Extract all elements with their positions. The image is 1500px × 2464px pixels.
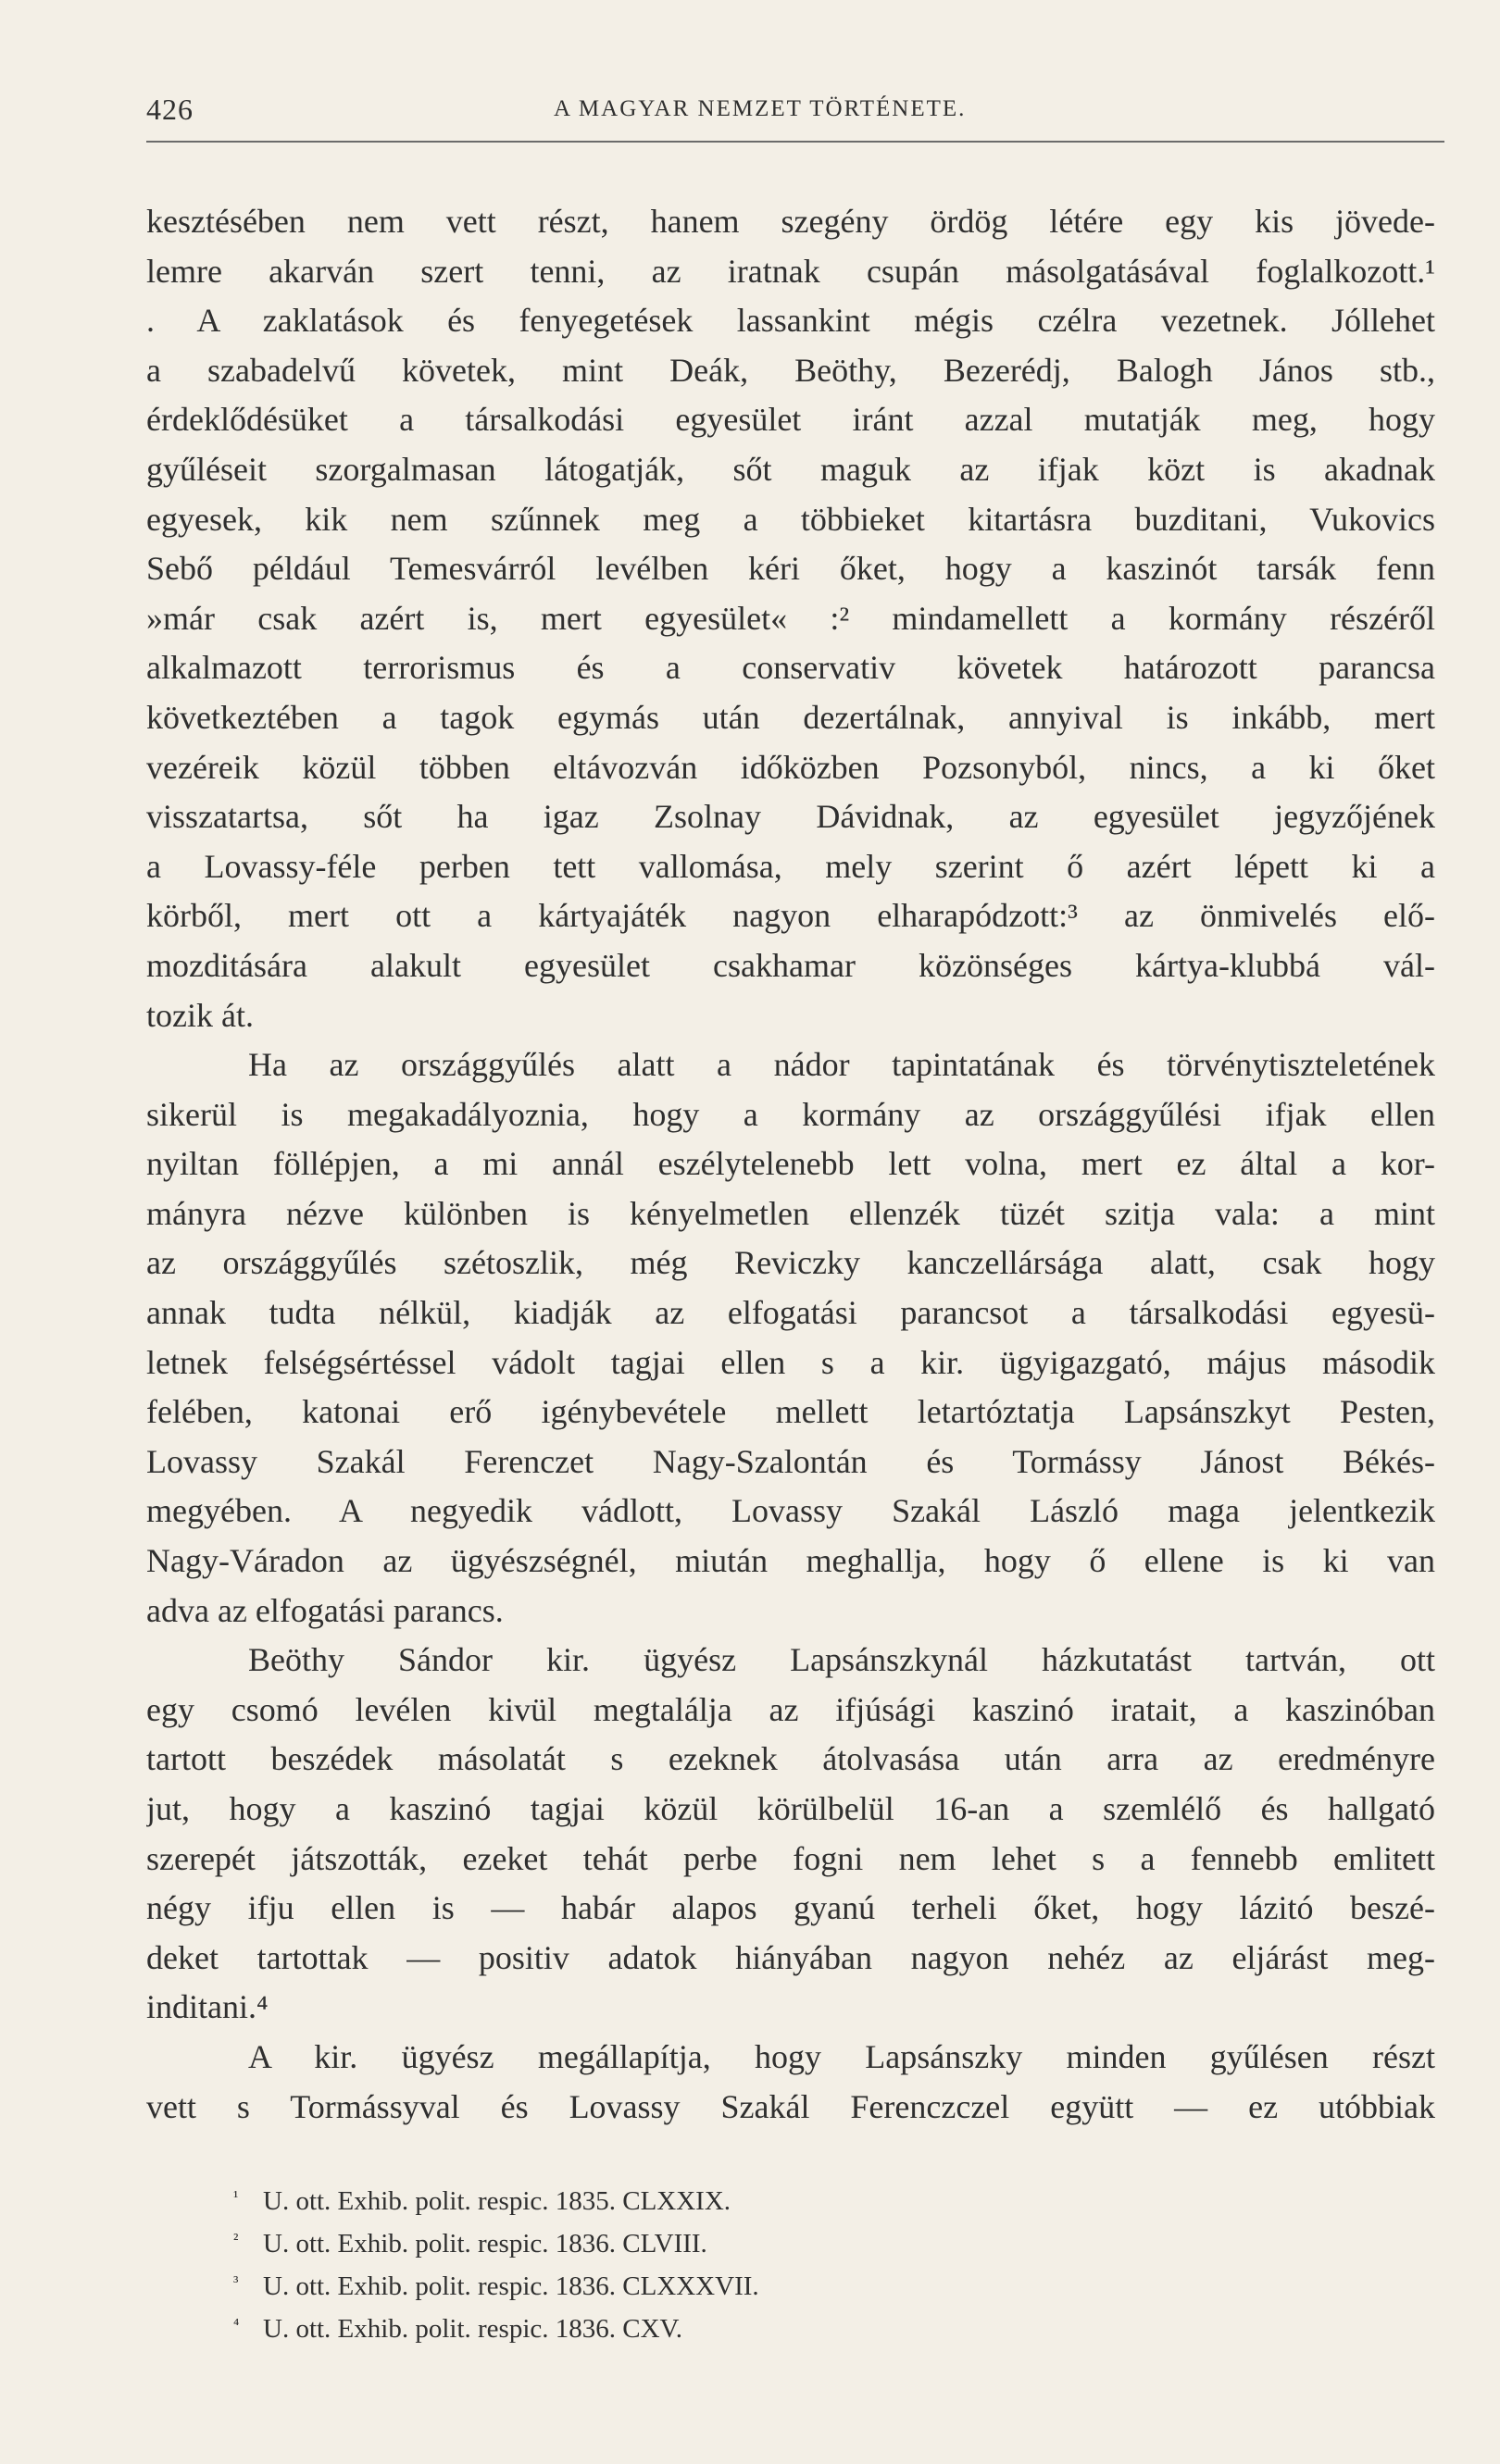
text-line: deket tartottak — positiv adatok hiányában nagyon nehéz az eljárást meg-: [146, 1938, 1435, 1976]
text-line: inditani.⁴: [146, 1988, 269, 2026]
text-line: »már csak azért is, mert egyesület« :² mindamellett a kormány részéről: [146, 599, 1435, 637]
text-line: visszatartsa, sőt ha igaz Zsolnay Dávidnak, az egyesület jegyzőjének: [146, 798, 1435, 836]
text-line: Sebő például Temesvárról levélben kéri őket, hogy a kaszinót tarsák fenn: [146, 550, 1435, 588]
text-line: következtében a tagok egymás után dezertálnak, annyival is inkább, mert: [146, 698, 1435, 736]
text-line: mozditására alakult egyesület csakhamar közönséges kártya-klubbá vál-: [146, 946, 1435, 984]
text-line: Lovassy Szakál Ferenczet Nagy-Szalontán és Tormássy Jánost Békés-: [146, 1442, 1435, 1480]
footnotes: [233, 2175, 1067, 2346]
text-line: Ha az országgyűlés alatt a nádor tapintatának és törvénytiszteletének: [248, 1046, 1435, 1084]
text-line: jut, hogy a kaszinó tagjai közül körülbelül 16-an a szemlélő és hallgató: [146, 1790, 1435, 1827]
text-line: . A zaklatások és fenyegetések lassankint mégis czélra vezetnek. Jóllehet: [146, 302, 1435, 340]
footnote: [233, 2175, 1067, 2218]
text-line: lemre akarván szert tenni, az iratnak csupán másolgatásával foglalkozott.¹: [146, 252, 1435, 290]
footnote-mark: ³: [233, 2272, 239, 2291]
footnote-text: U. ott. Exhib. polit. respic. 1836. CLXXXVII.: [263, 2271, 759, 2301]
footnote-text: U. ott. Exhib. polit. respic. 1836. CXV.: [263, 2314, 682, 2344]
header-rule: [146, 141, 1444, 143]
text-line: vezéreik közül többen eltávozván időközben Pozsonyból, nincs, a ki őket: [146, 748, 1435, 786]
footnote: [233, 2303, 1067, 2346]
footnote-mark: ²: [233, 2230, 239, 2248]
text-line: Nagy-Váradon az ügyészségnél, miután meghallja, hogy ő ellene is ki van: [146, 1542, 1435, 1580]
text-line: a Lovassy-féle perben tett vallomása, mely szerint ő azért lépett ki a: [146, 847, 1435, 885]
text-line: szerepét játszották, ezeket tehát perbe fogni nem lehet s a fennebb emlitett: [146, 1839, 1435, 1877]
text-line: annak tudta nélkül, kiadják az elfogatási parancsot a társalkodási egyesü-: [146, 1294, 1435, 1332]
text-line: kesztésében nem vett részt, hanem szegény ördög létére egy kis jövede-: [146, 203, 1435, 240]
text-line: alkalmazott terrorismus és a conservativ követek határozott parancsa: [146, 649, 1435, 687]
text-line: sikerül is megakadályoznia, hogy a kormány az országgyűlési ifjak ellen: [146, 1095, 1435, 1133]
running-head: [146, 93, 1443, 133]
text-line: egyesek, kik nem szűnnek meg a többieket kitartásra buzditani, Vukovics: [146, 500, 1435, 538]
text-line: Beöthy Sándor kir. ügyész Lapsánszkynál házkutatást tartván, ott: [248, 1641, 1435, 1679]
page-number: 426: [146, 93, 194, 126]
text-line: A kir. ügyész megállapítja, hogy Lapsánszky minden gyűlésen részt: [248, 2037, 1435, 2075]
running-title: A MAGYAR NEMZET TÖRTÉNETE.: [554, 96, 967, 121]
footnote: [233, 2260, 1067, 2303]
text-line: felében, katonai erő igénybevétele mellett letartóztatja Lapsánszkyt Pesten,: [146, 1393, 1435, 1431]
text-line: érdeklődésüket a társalkodási egyesület iránt azzal mutatják meg, hogy: [146, 401, 1435, 439]
text-line: az országgyűlés szétoszlik, még Reviczky kanczellársága alatt, csak hogy: [146, 1244, 1435, 1282]
footnote-text: U. ott. Exhib. polit. respic. 1836. CLVIII.: [263, 2229, 707, 2259]
body-text: [146, 197, 1435, 2132]
text-line: egy csomó levélen kivül megtalálja az ifjúsági kaszinó iratait, a kaszinóban: [146, 1690, 1435, 1728]
text-line: megyében. A negyedik vádlott, Lovassy Szakál László maga jelentkezik: [146, 1492, 1435, 1530]
text-line: vett s Tormássyval és Lovassy Szakál Ferenczczel együtt — ez utóbbiak: [146, 2087, 1435, 2125]
text-line: körből, mert ott a kártyajáték nagyon elharapódzott:³ az önmivelés elő-: [146, 897, 1435, 935]
text-line: gyűléseit szorgalmasan látogatják, sőt maguk az ifjak közt is akadnak: [146, 450, 1435, 488]
text-line: mányra nézve különben is kényelmetlen ellenzék tüzét szitja vala: a mint: [146, 1194, 1435, 1232]
text-line: a szabadelvű követek, mint Deák, Beöthy, Bezerédj, Balogh János stb.,: [146, 351, 1435, 389]
text-line: tozik át.: [146, 996, 254, 1034]
text-line: nyiltan föllépjen, a mi annál eszélytelenebb lett volna, mert ez által a kor-: [146, 1145, 1435, 1183]
footnote: [233, 2218, 1067, 2260]
footnote-mark: ¹: [233, 2187, 239, 2206]
text-line: négy ifju ellen is — habár alapos gyanú terheli őket, hogy lázitó beszé-: [146, 1889, 1435, 1927]
text-line: adva az elfogatási parancs.: [146, 1591, 504, 1629]
footnote-text: U. ott. Exhib. polit. respic. 1835. CLXXIX.: [263, 2186, 731, 2216]
text-line: tartott beszédek másolatát s ezeknek átolvasása után arra az eredményre: [146, 1740, 1435, 1778]
text-line: letnek felségsértéssel vádolt tagjai ellen s a kir. ügyigazgató, május második: [146, 1343, 1435, 1381]
footnote-mark: ⁴: [233, 2315, 240, 2333]
